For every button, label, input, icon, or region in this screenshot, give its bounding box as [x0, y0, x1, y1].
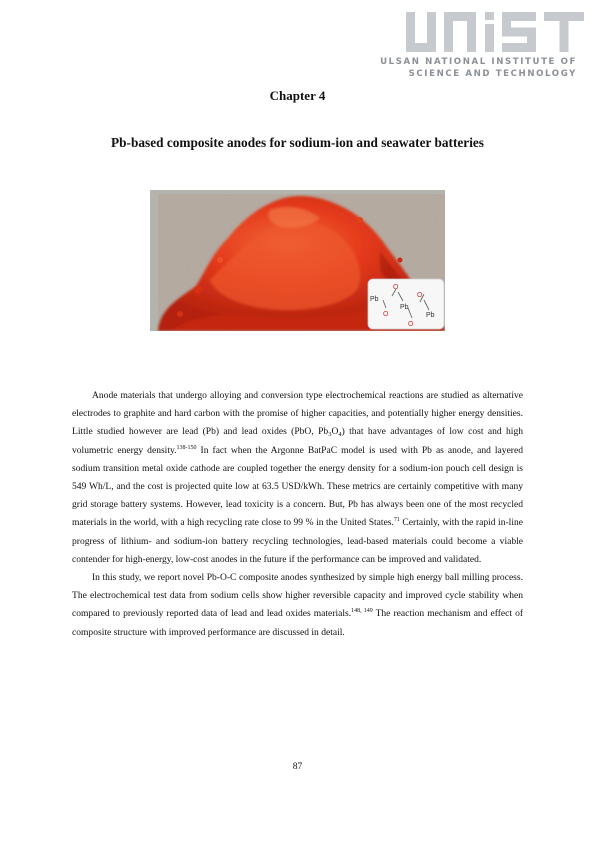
lead-oxide-powder-photo — [150, 190, 445, 331]
paragraph-2: In this study, we report novel Pb-O-C composite anodes synthesized by simple high energy ball milling process. The electrochemical test data from sodium cells show higher reversible capacity and improved cycle stability when compared to previously reported data of lead and lead oxides materials.$^{148, 149}$ The reaction mechanism and effect of composite structure with improved performance are discussed in detail. — [72, 572, 524, 638]
atom-label: O — [417, 292, 423, 299]
paragraph-1: Anode materials that undergo alloying and conversion type electrochemical reactions are studied as alternative electrodes to graphite and hard carbon with the promise of higher capacities, and potentially higher energy densities. Little studied however are lead (Pb) and lead oxides (PbO, $Pb_3O_4$) that have advantages of low cost and high volumetric energy density.$^{138-150}$ In fact when the Argonne BatPaC model is used with Pb as anode, and layered sodium transition metal oxide cathode are coupled together the energy density for a sodium-ion pouch cell design is 549 Wh/L, and the cost is projected quite low at 63.5 USD/kWh. These metrics are certainly competitive with many grid storage battery systems. However, lead toxicity is a concern. But, Pb has always been one of the most recycled materials in the world, with a high recycling rate close to 99 % in the United States.$^{71}$ Certainly, with the rapid in-line progress of lithium- and sodium-ion battery recycling technologies, lead-based materials could become a viable contender for high-energy, low-cost anodes in the future if the performance can be improved and validated. — [72, 390, 523, 565]
body-text — [72, 387, 523, 642]
atom-label: O — [383, 311, 389, 318]
atom-label: Pb — [400, 304, 409, 311]
atom-label: Pb — [426, 312, 435, 319]
citation: 71 — [393, 517, 400, 524]
atom-label: O — [408, 321, 414, 328]
atom-label: Pb — [370, 296, 379, 303]
citation: 138-150 — [176, 444, 197, 451]
powder-photo-image — [150, 190, 445, 331]
chapter-heading: Chapter 4 — [269, 88, 326, 103]
unist-logo-mark — [406, 12, 584, 52]
citation: 148, 149 — [351, 608, 373, 615]
logo-text-line-1: ULSAN NATIONAL INSTITUTE OF — [380, 57, 577, 67]
atom-label: O — [393, 284, 399, 291]
chapter-title: Pb-based composite anodes for sodium-ion and seawater batteries — [111, 135, 484, 150]
page-number: 87 — [292, 762, 303, 772]
unist-logo — [380, 12, 586, 84]
logo-text-line-2: SCIENCE AND TECHNOLOGY — [408, 69, 577, 79]
